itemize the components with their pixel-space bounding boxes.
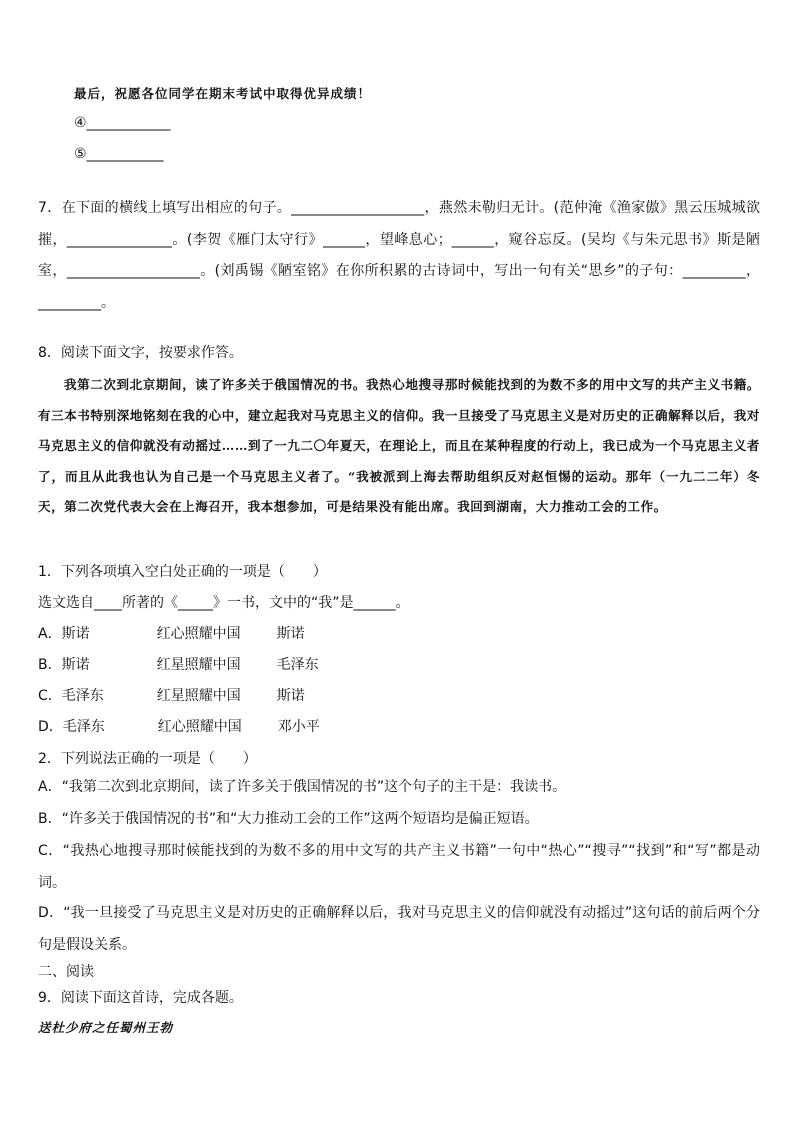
poem-title: 送杜少府之任蜀州王勃 [38,1020,174,1035]
blank-4: ④____________ [74,115,171,131]
option-a: A．斯诺 红心照耀中国 斯诺 [38,626,305,642]
sub2-option-b: B．“许多关于俄国情况的书”和“大力推动工会的工作”这两个短语均是偏正短语。 [38,811,539,827]
blank-5: ⑤___________ [74,146,164,162]
option-c: C．毛泽东 红星照耀中国 斯诺 [38,688,305,704]
option-b: B．斯诺 红星照耀中国 毛泽东 [38,657,319,673]
question-7: 7．在下面的横线上填写出相应的句子。___________________，燕然未勒归无计。(范仲淹《渔家傲》黑云压城城欲摧，_______________。(李贺《雁门太守行》______，望峰息心；______，窥谷忘反。(吴均《与朱元思书》斯是陋室，___________________。(刘禹锡《陋室铭》在你所积累的古诗词中，写出一句有关“思乡”的子句：_________，_________。 [38,200,760,311]
closing-line: 最后，祝愿各位同学在期末考试中取得优异成绩！ [74,86,372,101]
question-9: 9．阅读下面这首诗，完成各题。 [38,990,243,1006]
sub2-option-d: D．“我一旦接受了马克思主义是对历史的正确解释以后，我对马克思主义的信仰就没有动摇过”这句话的前后两个分句是假设关系。 [38,905,760,953]
section-2-heading: 二、阅读 [38,964,94,980]
reading-passage: 我第二次到北京期间，读了许多关于俄国情况的书。我热心地搜寻那时候能找到的为数不多的用中文写的共产主义书籍。有三本书特别深地铭刻在我的心中，建立起我对马克思主义的信仰。我一旦接受了马克思主义是对历史的正确解释以后，我对马克思主义的信仰就没有动摇过……到了一九二〇年夏天，在理论上，而且在某种程度的行动上，我已成为一个马克思主义者了，而且从此我也认为自己是一个马克思主义者了。“我被派到上海去帮助组织反对赵恒惕的运动。那年（一九二二年）冬天，第二次党代表大会在上海召开，我本想参加，可是结果没有能出席。我回到湖南，大力推动工会的工作。 [38,377,760,514]
sub1-stem: 1．下列各项填入空白处正确的一项是（ ） [38,564,327,580]
option-d: D．毛泽东 红心照耀中国 邓小平 [38,719,320,735]
sub2-option-a: A．“我第二次到北京期间，读了许多关于俄国情况的书”这个句子的主干是：我读书。 [38,779,567,795]
question-8-heading: 8．阅读下面文字，按要求作答。 [38,345,243,361]
sub1-fill: 选文选自____所著的《_____》一书，文中的“我”是______。 [38,595,410,611]
sub2-option-c: C．“我热心地搜寻那时候能找到的为数不多的用中文写的共产主义书籍”一句中“热心”“搜寻”“找到”和“写”都是动词。 [38,843,760,891]
sub2-stem: 2．下列说法正确的一项是（ ） [38,751,257,767]
